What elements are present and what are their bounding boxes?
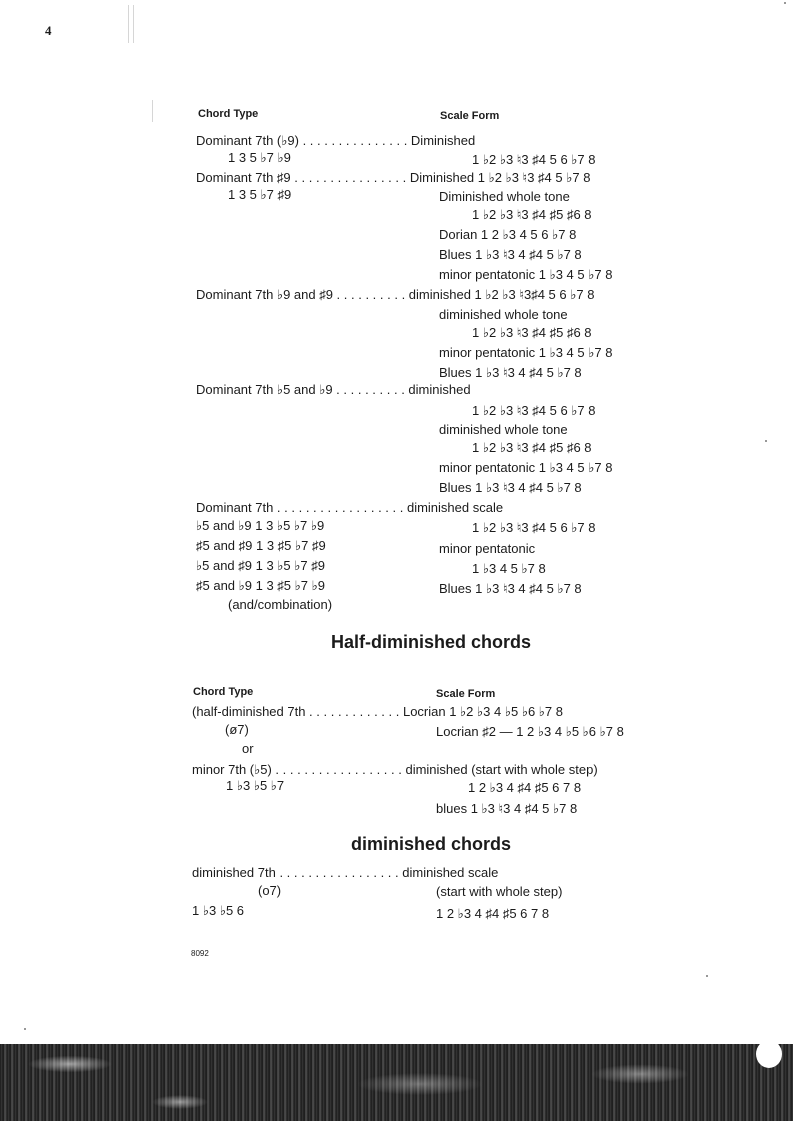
entry-line: Dominant 7th . . . . . . . . . . . . . . . . . . diminished scale xyxy=(196,500,504,515)
section-title: diminished chords xyxy=(351,834,512,854)
speck xyxy=(706,975,708,977)
scan-blob xyxy=(756,1040,782,1068)
chord-type-header: Chord Type xyxy=(193,686,254,698)
entry-line: 1 ♭2 ♭3 ♮3 ♯4 5 6 ♭7 8 xyxy=(472,403,596,418)
entry-line: (and/combination) xyxy=(228,597,333,612)
entry-line: ♯5 and ♭9 1 3 ♯5 ♭7 ♭9 xyxy=(196,578,325,593)
entry-line: 1 ♭2 ♭3 ♮3 ♯4 ♯5 ♯6 8 xyxy=(472,207,592,222)
entry-line: ♭5 and ♯9 1 3 ♭5 ♭7 ♯9 xyxy=(196,558,325,573)
entry-line: minor pentatonic 1 ♭3 4 5 ♭7 8 xyxy=(439,345,613,360)
section-title: Half-diminished chords xyxy=(331,632,532,652)
entry-line: 1 2 ♭3 4 ♯4 ♯5 6 7 8 xyxy=(436,906,550,921)
speck xyxy=(784,2,786,4)
entry-line: (ø7) xyxy=(225,722,249,737)
entry-line: 1 ♭3 ♭5 ♭7 xyxy=(226,778,285,793)
entry-line: 1 ♭2 ♭3 ♮3 ♯4 5 6 ♭7 8 xyxy=(472,520,596,535)
entry-line: Blues 1 ♭3 ♮3 4 ♯4 5 ♭7 8 xyxy=(439,581,582,596)
entry-line: 1 3 5 ♭7 ♯9 xyxy=(228,187,292,202)
entry-line: Locrian ♯2 — 1 2 ♭3 4 ♭5 ♭6 ♭7 8 xyxy=(436,724,624,739)
scan-noise-strip xyxy=(0,1044,793,1121)
scale-form-header: Scale Form xyxy=(436,688,496,700)
scan-line xyxy=(133,5,134,43)
entry-line: Dominant 7th ♯9 . . . . . . . . . . . . . . . . Diminished 1 ♭2 ♭3 ♮3 ♯4 5 ♭7 8 xyxy=(196,170,591,185)
entry-line: 1 3 5 ♭7 ♭9 xyxy=(228,150,291,165)
entry-line: 1 ♭2 ♭3 ♮3 ♯4 ♯5 ♯6 8 xyxy=(472,440,592,455)
entry-line: diminished 7th . . . . . . . . . . . . . . . . . diminished scale xyxy=(192,865,499,880)
entry-line: 1 ♭3 ♭5 6 xyxy=(192,903,245,918)
entry-line: (start with whole step) xyxy=(436,884,563,899)
entry-line: 1 ♭3 4 5 ♭7 8 xyxy=(472,561,546,576)
entry-line: Dominant 7th (♭9) . . . . . . . . . . . . . . . Diminished xyxy=(196,133,476,148)
entry-line: (half-diminished 7th . . . . . . . . . . . . . Locrian 1 ♭2 ♭3 4 ♭5 ♭6 ♭7 8 xyxy=(192,704,563,719)
entry-line: Diminished whole tone xyxy=(439,189,570,204)
entry-line: Blues 1 ♭3 ♮3 4 ♯4 5 ♭7 8 xyxy=(439,480,582,495)
entry-line: Dominant 7th ♭9 and ♯9 . . . . . . . . . . diminished 1 ♭2 ♭3 ♮3♯4 5 6 ♭7 8 xyxy=(196,287,595,302)
entry-line: minor 7th (♭5) . . . . . . . . . . . . . . . . . . diminished (start with whole step) xyxy=(192,762,598,777)
entry-line: minor pentatonic 1 ♭3 4 5 ♭7 8 xyxy=(439,267,613,282)
entry-line: 1 2 ♭3 4 ♯4 ♯5 6 7 8 xyxy=(468,780,582,795)
entry-line: minor pentatonic xyxy=(439,541,536,556)
entry-line: or xyxy=(242,741,254,756)
entry-line: 1 ♭2 ♭3 ♮3 ♯4 5 6 ♭7 8 xyxy=(472,152,596,167)
scale-form-header: Scale Form xyxy=(440,110,500,122)
entry-line: Blues 1 ♭3 ♮3 4 ♯4 5 ♭7 8 xyxy=(439,247,582,262)
entry-line: diminished whole tone xyxy=(439,307,568,322)
entry-line: blues 1 ♭3 ♮3 4 ♯4 5 ♭7 8 xyxy=(436,801,578,816)
entry-line: ♭5 and ♭9 1 3 ♭5 ♭7 ♭9 xyxy=(196,518,325,533)
entry-line: Dominant 7th ♭5 and ♭9 . . . . . . . . . . diminished xyxy=(196,382,471,397)
speck xyxy=(765,440,767,442)
scan-line xyxy=(128,5,129,43)
catalog-code: 8092 xyxy=(191,949,209,958)
page-number: 4 xyxy=(45,23,52,38)
entry-line: diminished whole tone xyxy=(439,422,568,437)
chord-type-header: Chord Type xyxy=(198,108,259,120)
entry-line: (o7) xyxy=(258,883,282,898)
scan-line xyxy=(152,100,153,122)
speck xyxy=(24,1028,26,1030)
entry-line: Blues 1 ♭3 ♮3 4 ♯4 5 ♭7 8 xyxy=(439,365,582,380)
entry-line: Dorian 1 2 ♭3 4 5 6 ♭7 8 xyxy=(439,227,577,242)
entry-line: 1 ♭2 ♭3 ♮3 ♯4 ♯5 ♯6 8 xyxy=(472,325,592,340)
entry-line: minor pentatonic 1 ♭3 4 5 ♭7 8 xyxy=(439,460,613,475)
entry-line: ♯5 and ♯9 1 3 ♯5 ♭7 ♯9 xyxy=(196,538,326,553)
